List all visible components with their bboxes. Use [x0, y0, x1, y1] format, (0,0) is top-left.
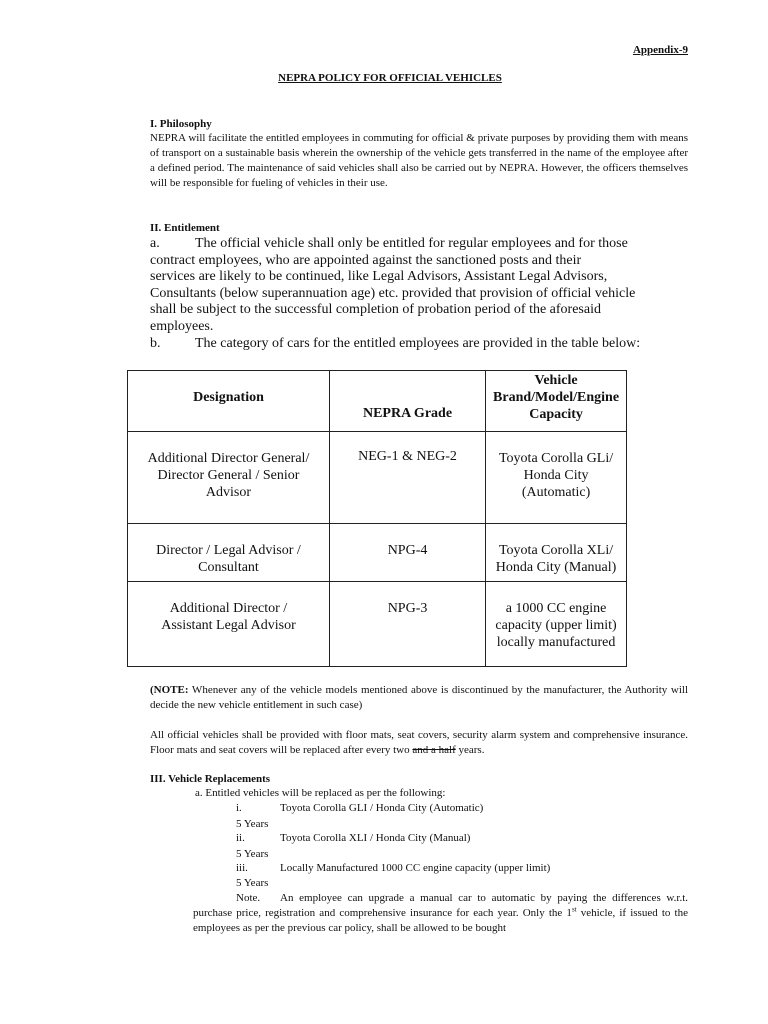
header-grade: NEPRA Grade	[329, 371, 485, 432]
cell-grade: NPG-3	[329, 582, 485, 667]
cell-grade: NPG-4	[329, 524, 485, 582]
table-row	[128, 524, 627, 582]
note-prefix: (NOTE:	[150, 684, 189, 696]
replacement-years: 5 Years	[236, 877, 269, 889]
upgrade-note: Note. An employee can upgrade a manual car to automatic by paying the differences w.r.t. purchase price, registration and comprehensive insurance for each year. Only the 1st vehicle, if issued to the employees as per the previous car policy, shall be allowed to be bought	[193, 892, 688, 934]
clause-a-line-3: services are likely to be continued, like Legal Advisors, Assistant Legal Advisors,	[150, 269, 608, 285]
accessories-paragraph: All official vehicles shall be provided with floor mats, seat covers, security alarm system and comprehensive insurance. Floor mats and seat covers will be replaced after every two and a half years.	[150, 729, 688, 756]
clause-b-text: The category of cars for the entitled employees are provided in the table below:	[195, 335, 641, 351]
table-row	[128, 432, 627, 524]
cell-grade: NEG-1 & NEG-2	[329, 432, 485, 524]
clause-a-line-6: employees.	[150, 318, 214, 334]
replacement-years: 5 Years	[236, 848, 269, 860]
vehicle-entitlement-table	[127, 370, 627, 667]
table-row	[128, 582, 627, 667]
cell-designation: Director / Legal Advisor / Consultant	[128, 524, 330, 582]
clause-a-label: a.	[150, 236, 160, 251]
list-item: ii. Toyota Corolla XLI / Honda City (Manual)	[236, 832, 471, 844]
entitlement-heading: II. Entitlement	[150, 222, 220, 234]
clause-a-line-5: shall be subject to the successful completion of probation period of the aforesaid	[150, 302, 601, 318]
replacements-heading: III. Vehicle Replacements	[150, 773, 271, 785]
clause-b-label: b.	[150, 335, 161, 351]
cell-vehicle: Toyota Corolla GLi/ Honda City (Automatic)	[486, 432, 627, 524]
appendix-label: Appendix-9	[632, 44, 688, 56]
cell-designation: Additional Director General/ Director General / Senior Advisor	[128, 432, 330, 524]
discontinued-note	[150, 683, 688, 713]
struck-text: and a half	[412, 744, 456, 756]
note-label: Note.	[236, 892, 261, 904]
header-vehicle: Vehicle Brand/Model/Engine Capacity	[486, 371, 627, 432]
list-item: i. Toyota Corolla GLI / Honda City (Automatic)	[236, 802, 484, 814]
document-title: NEPRA POLICY FOR OFFICIAL VEHICLES	[278, 72, 502, 84]
list-item: iii. Locally Manufactured 1000 CC engine capacity (upper limit)	[236, 862, 551, 874]
philosophy-paragraph: NEPRA will facilitate the entitled employees in commuting for official & private purposes by providing them with means of transport on a sustainable basis wherein the ownership of the vehicle gets transferred in the name of the employee after a defined period. The maintenance of said vehicles shall also be carried out by NEPRA. However, the officers themselves will be responsible for fueling of vehicles in their use.	[150, 132, 688, 189]
table-header-row	[128, 371, 627, 432]
cell-vehicle: Toyota Corolla XLi/ Honda City (Manual)	[486, 524, 627, 582]
clause-a-line-1: The official vehicle shall only be entitled for regular employees and for those	[195, 236, 628, 251]
philosophy-heading: I. Philosophy	[150, 118, 212, 130]
entitlement-clause-a	[150, 236, 650, 352]
replacement-years: 5 Years	[236, 818, 269, 830]
cell-designation: Additional Director / Assistant Legal Advisor	[128, 582, 330, 667]
replacements-intro: a. Entitled vehicles will be replaced as per the following:	[195, 787, 446, 799]
clause-a-line-4: Consultants (below superannuation age) etc. provided that provision of official vehicle	[150, 285, 636, 301]
clause-a-line-2: contract employees, who are appointed against the sanctioned posts and their	[150, 252, 582, 268]
header-designation: Designation	[128, 371, 330, 432]
note-text: Whenever any of the vehicle models mentioned above is discontinued by the manufacturer, the Authority will decide the new vehicle entitlement in such case)	[150, 684, 688, 711]
cell-vehicle: a 1000 CC engine capacity (upper limit) locally manufactured	[486, 582, 627, 667]
